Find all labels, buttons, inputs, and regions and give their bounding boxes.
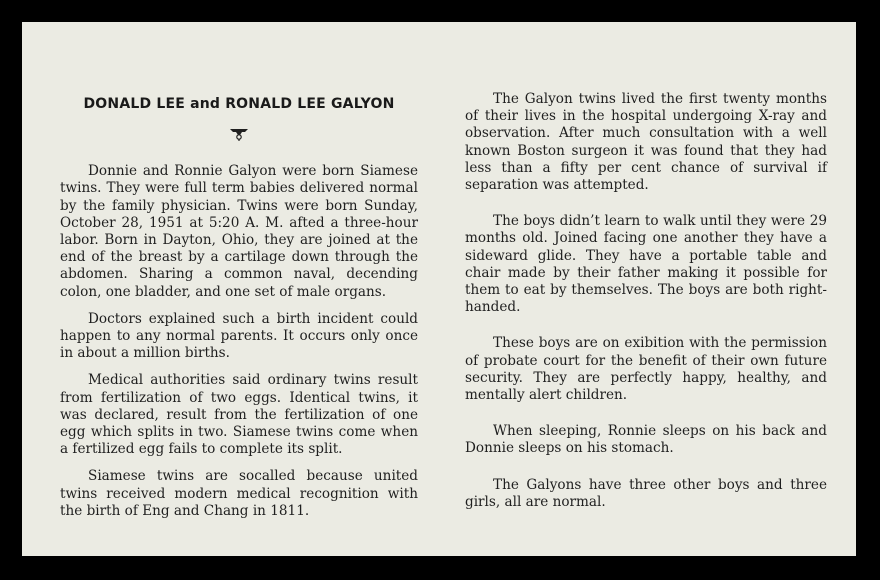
paragraph-incidence: Doctors explained such a birth incident could happen to any normal parents. It occurs only once in about a million births. — [60, 310, 418, 362]
paragraph-hospital: The Galyon twins lived the first twenty months of their lives in the hospital undergoing X-ray and observation. After much consultation with a well known Boston surgeon it was found that they had less than a fifty per cent chance of survival if separation was attempted. — [465, 91, 827, 194]
paragraph-sleeping: When sleeping, Ronnie sleeps on his back and Donnie sleeps on his stomach. — [465, 423, 827, 457]
paragraph-exhibition: These boys are on exibition with the permission of probate court for the benefit of their own future security. They are perfectly happy, healthy, and mentally alert children. — [465, 335, 827, 404]
decorative-fleuron-icon — [229, 127, 249, 141]
left-column — [60, 96, 418, 530]
paragraph-walking: The boys didn’t learn to walk until they were 29 months old. Joined facing one another they have a sideward glide. They have a portable table and chair made by their father making it possible for them to eat by themselves. The boys are both right-handed. — [465, 213, 827, 316]
right-column — [465, 91, 827, 530]
document-card — [22, 22, 856, 556]
paragraph-birth: Donnie and Ronnie Galyon were born Siamese twins. They were full term babies delivered normal by the family physician. Twins were born Sunday, October 28, 1951 at 5:20 A. M. afted a three-hour labor. Born in Dayton, Ohio, they are joined at the end of the breast by a cartilage down through the abdomen. Sharing a common naval, decending colon, one bladder, and one set of male organs. — [60, 163, 418, 300]
paragraph-siblings: The Galyons have three other boys and three girls, all are normal. — [465, 476, 827, 510]
document-title: DONALD LEE and RONALD LEE GALYON — [83, 96, 395, 112]
paragraph-name-origin: Siamese twins are socalled because united twins received modern medical recognition with the birth of Eng and Chang in 1811. — [60, 468, 418, 519]
paragraph-twin-types: Medical authorities said ordinary twins result from fertilization of two eggs. Identical twins, it was declared, result from the fertilization of one egg which splits in two. Siamese twins come when a fertilized egg fails to complete its split. — [60, 372, 418, 458]
